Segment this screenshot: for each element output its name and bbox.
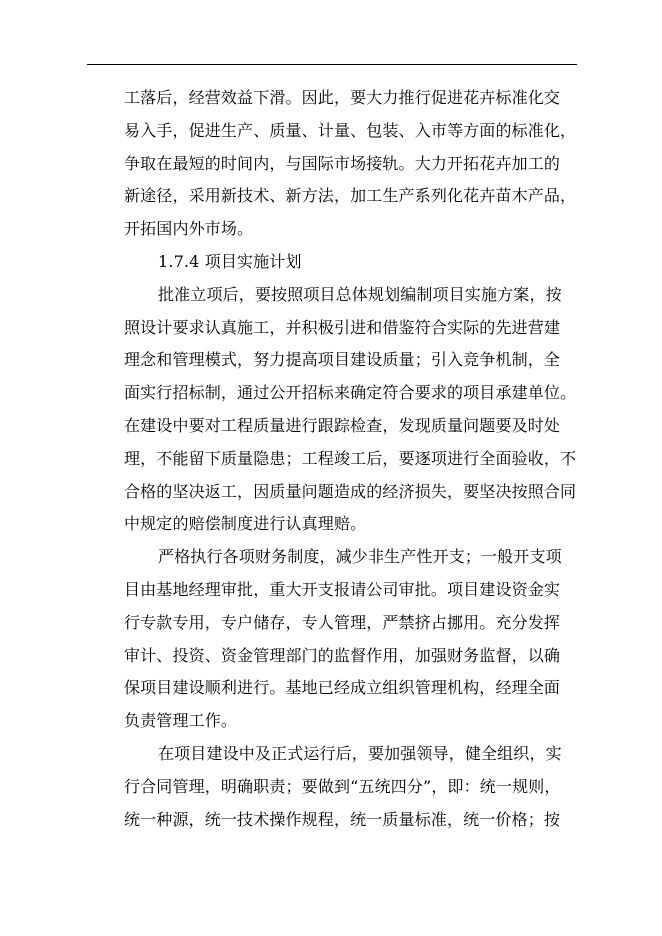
section-heading: 1.7.4 项目实施计划 [158,252,302,271]
text-line: 在建设中要对工程质量进行跟踪检查，发现质量问题要及时处 [124,416,561,435]
text-line: 行合同管理，明确职责；要做到“五统四分”，即：统一规则， [124,777,561,796]
text-line: 保项目建设顺利进行。基地已经成立组织管理机构，经理全面 [124,678,561,697]
text-line: 理，不能留下质量隐患；工程竣工后，要逐项进行全面验收，不 [124,449,577,468]
text-line: 批准立项后，要按照项目总体规划编制项目实施方案，按 [158,285,562,304]
text-line: 易入手，促进生产、质量、计量、包装、入市等方面的标准化， [124,121,577,140]
text-line: 负责管理工作。 [124,711,238,730]
text-line: 审计、投资、资金管理部门的监督作用，加强财务监督，以确 [124,646,561,665]
text-line: 中规定的赔偿制度进行认真理赔。 [124,514,367,533]
header-rule [87,64,577,65]
text-line: 在项目建设中及正式运行后，要加强领导，健全组织，实 [158,744,562,763]
text-line: 照设计要求认真施工，并积极引进和借鉴符合实际的先进营建 [124,318,561,337]
text-line: 行专款专用，专户储存，专人管理，严禁挤占挪用。充分发挥 [124,613,561,632]
text-line: 统一种源，统一技术操作规程，统一质量标准，统一价格；按 [124,810,561,829]
text-line: 开拓国内外市场。 [124,219,254,238]
text-line: 争取在最短的时间内，与国际市场接轨。大力开拓花卉加工的 [124,154,561,173]
text-line: 面实行招标制，通过公开招标来确定符合要求的项目承建单位。 [124,383,577,402]
text-line: 严格执行各项财务制度，减少非生产性开支；一般开支项 [158,547,562,566]
text-line: 合格的坚决返工，因质量问题造成的经济损失，要坚决按照合同 [124,482,577,501]
text-line: 目由基地经理审批，重大开支报请公司审批。项目建设资金实 [124,580,561,599]
text-line: 工落后，经营效益下滑。因此，要大力推行促进花卉标准化交 [124,88,561,107]
text-line: 理念和管理模式，努力提高项目建设质量；引入竞争机制，全 [124,350,561,369]
text-line: 新途径，采用新技术、新方法，加工生产系列化花卉苗木产品， [124,186,577,205]
